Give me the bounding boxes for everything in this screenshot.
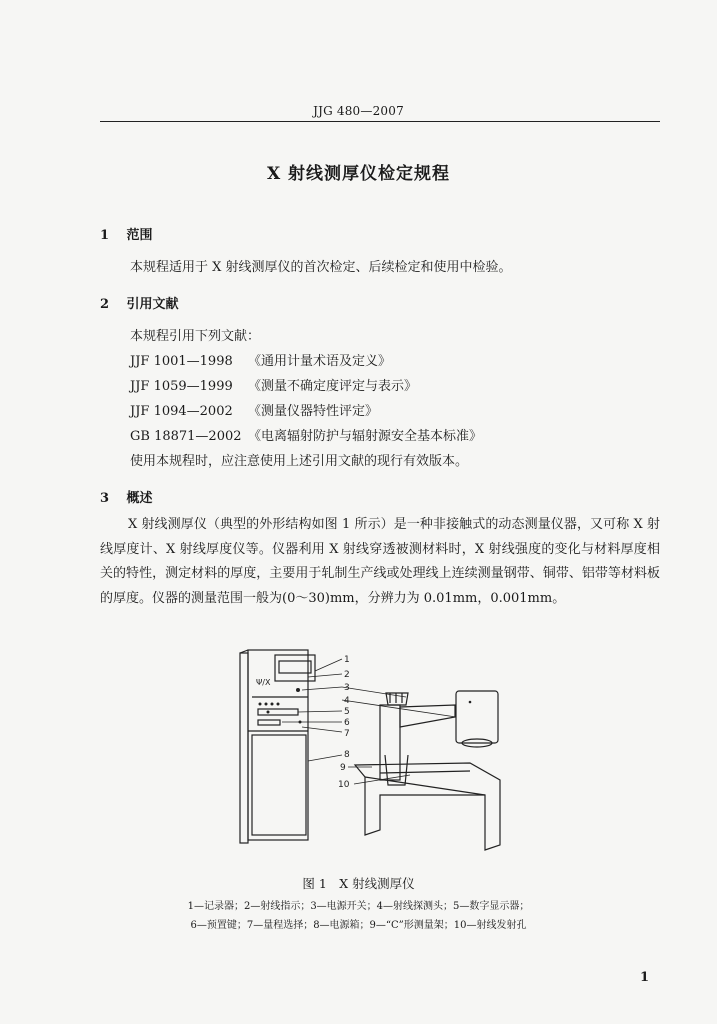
section-number: 2 xyxy=(100,297,110,312)
power-box-door xyxy=(252,735,306,835)
references-note: 使用本规程时，应注意使用上述引用文献的现行有效版本。 xyxy=(130,454,469,469)
callout-6: 6 xyxy=(344,718,350,728)
reference-item xyxy=(130,425,482,444)
section-title: 范围 xyxy=(126,228,153,243)
section-2-heading xyxy=(100,293,179,312)
callout-5: 5 xyxy=(344,707,350,717)
page-number: 1 xyxy=(640,970,650,985)
cabinet-side xyxy=(240,653,248,843)
callout-7: 7 xyxy=(344,729,350,739)
reference-item xyxy=(130,400,378,419)
callout-2: 2 xyxy=(344,670,350,680)
callout-9: 9 xyxy=(340,763,346,773)
reference-title: 《电离辐射防护与辐射源安全基本标准》 xyxy=(248,429,483,444)
overview-paragraph xyxy=(100,513,660,611)
callout-10: 10 xyxy=(338,780,350,790)
figure-legend-line-1: 1—记录器；2—射线指示；3—电源开关；4—射线探测头；5—数字显示器； xyxy=(187,901,530,912)
references-intro: 本规程引用下列文献： xyxy=(130,329,261,344)
reference-item xyxy=(130,350,391,369)
callout-1: 1 xyxy=(344,655,350,665)
header-rule xyxy=(100,121,660,122)
section-title: 引用文献 xyxy=(126,297,179,312)
reference-code: GB 18871—2002 xyxy=(130,429,242,444)
callout-3: 3 xyxy=(344,683,350,693)
reference-title: 《测量仪器特性评定》 xyxy=(248,404,379,419)
reference-code: JJF 1059—1999 xyxy=(130,379,233,394)
figure-caption: 图 1 X 射线测厚仪 xyxy=(302,876,415,891)
ray-indicator-lamp xyxy=(386,693,408,705)
digital-display xyxy=(258,709,298,715)
overview-text: X 射线测厚仪（典型的外形结构如图 1 所示）是一种非接触式的动态测量仪器，又可称 X 射线厚度计、X 射线厚度仪等。仪器利用 X 射线穿透被测材料时，X 射线强度的变化与材料厚度相关的特性，测定材料的厚度，主要用于轧制生产线或处理线上连续测量钢带、铜带、铝带等材料板的厚度。仪器的测量范围一般为(0～30)mm，分辨力为 0.01mm，0.001mm。 xyxy=(100,517,660,606)
section-3-heading xyxy=(100,487,153,506)
standard-code-header: JJG 480—2007 xyxy=(313,104,404,118)
figure-legend-line-2: 6—预置键；7—量程选择；8—电源箱；9—“C”形测量架；10—射线发射孔 xyxy=(190,920,527,931)
figure-1-instrument-drawing xyxy=(230,645,530,860)
reference-title: 《测量不确定度评定与表示》 xyxy=(248,379,418,394)
c-frame-base xyxy=(355,763,500,850)
section-title: 概述 xyxy=(126,491,153,506)
reference-code: JJF 1094—2002 xyxy=(130,404,233,419)
scope-paragraph: 本规程适用于 X 射线测厚仪的首次检定、后续检定和使用中检验。 xyxy=(130,260,512,275)
callout-8: 8 xyxy=(344,750,350,760)
c-frame-post xyxy=(380,705,400,780)
section-number: 3 xyxy=(100,491,110,506)
callout-4: 4 xyxy=(344,696,350,706)
document-title: X 射线测厚仪检定规程 xyxy=(266,164,451,184)
reference-title: 《通用计量术语及定义》 xyxy=(248,354,392,369)
section-1-heading xyxy=(100,224,153,243)
panel-logo: Ψ/X xyxy=(256,678,271,687)
detector-head xyxy=(456,691,498,743)
reference-code: JJF 1001—1998 xyxy=(130,354,233,369)
preset-keys xyxy=(258,720,280,725)
section-number: 1 xyxy=(100,228,110,243)
reference-item xyxy=(130,375,417,394)
